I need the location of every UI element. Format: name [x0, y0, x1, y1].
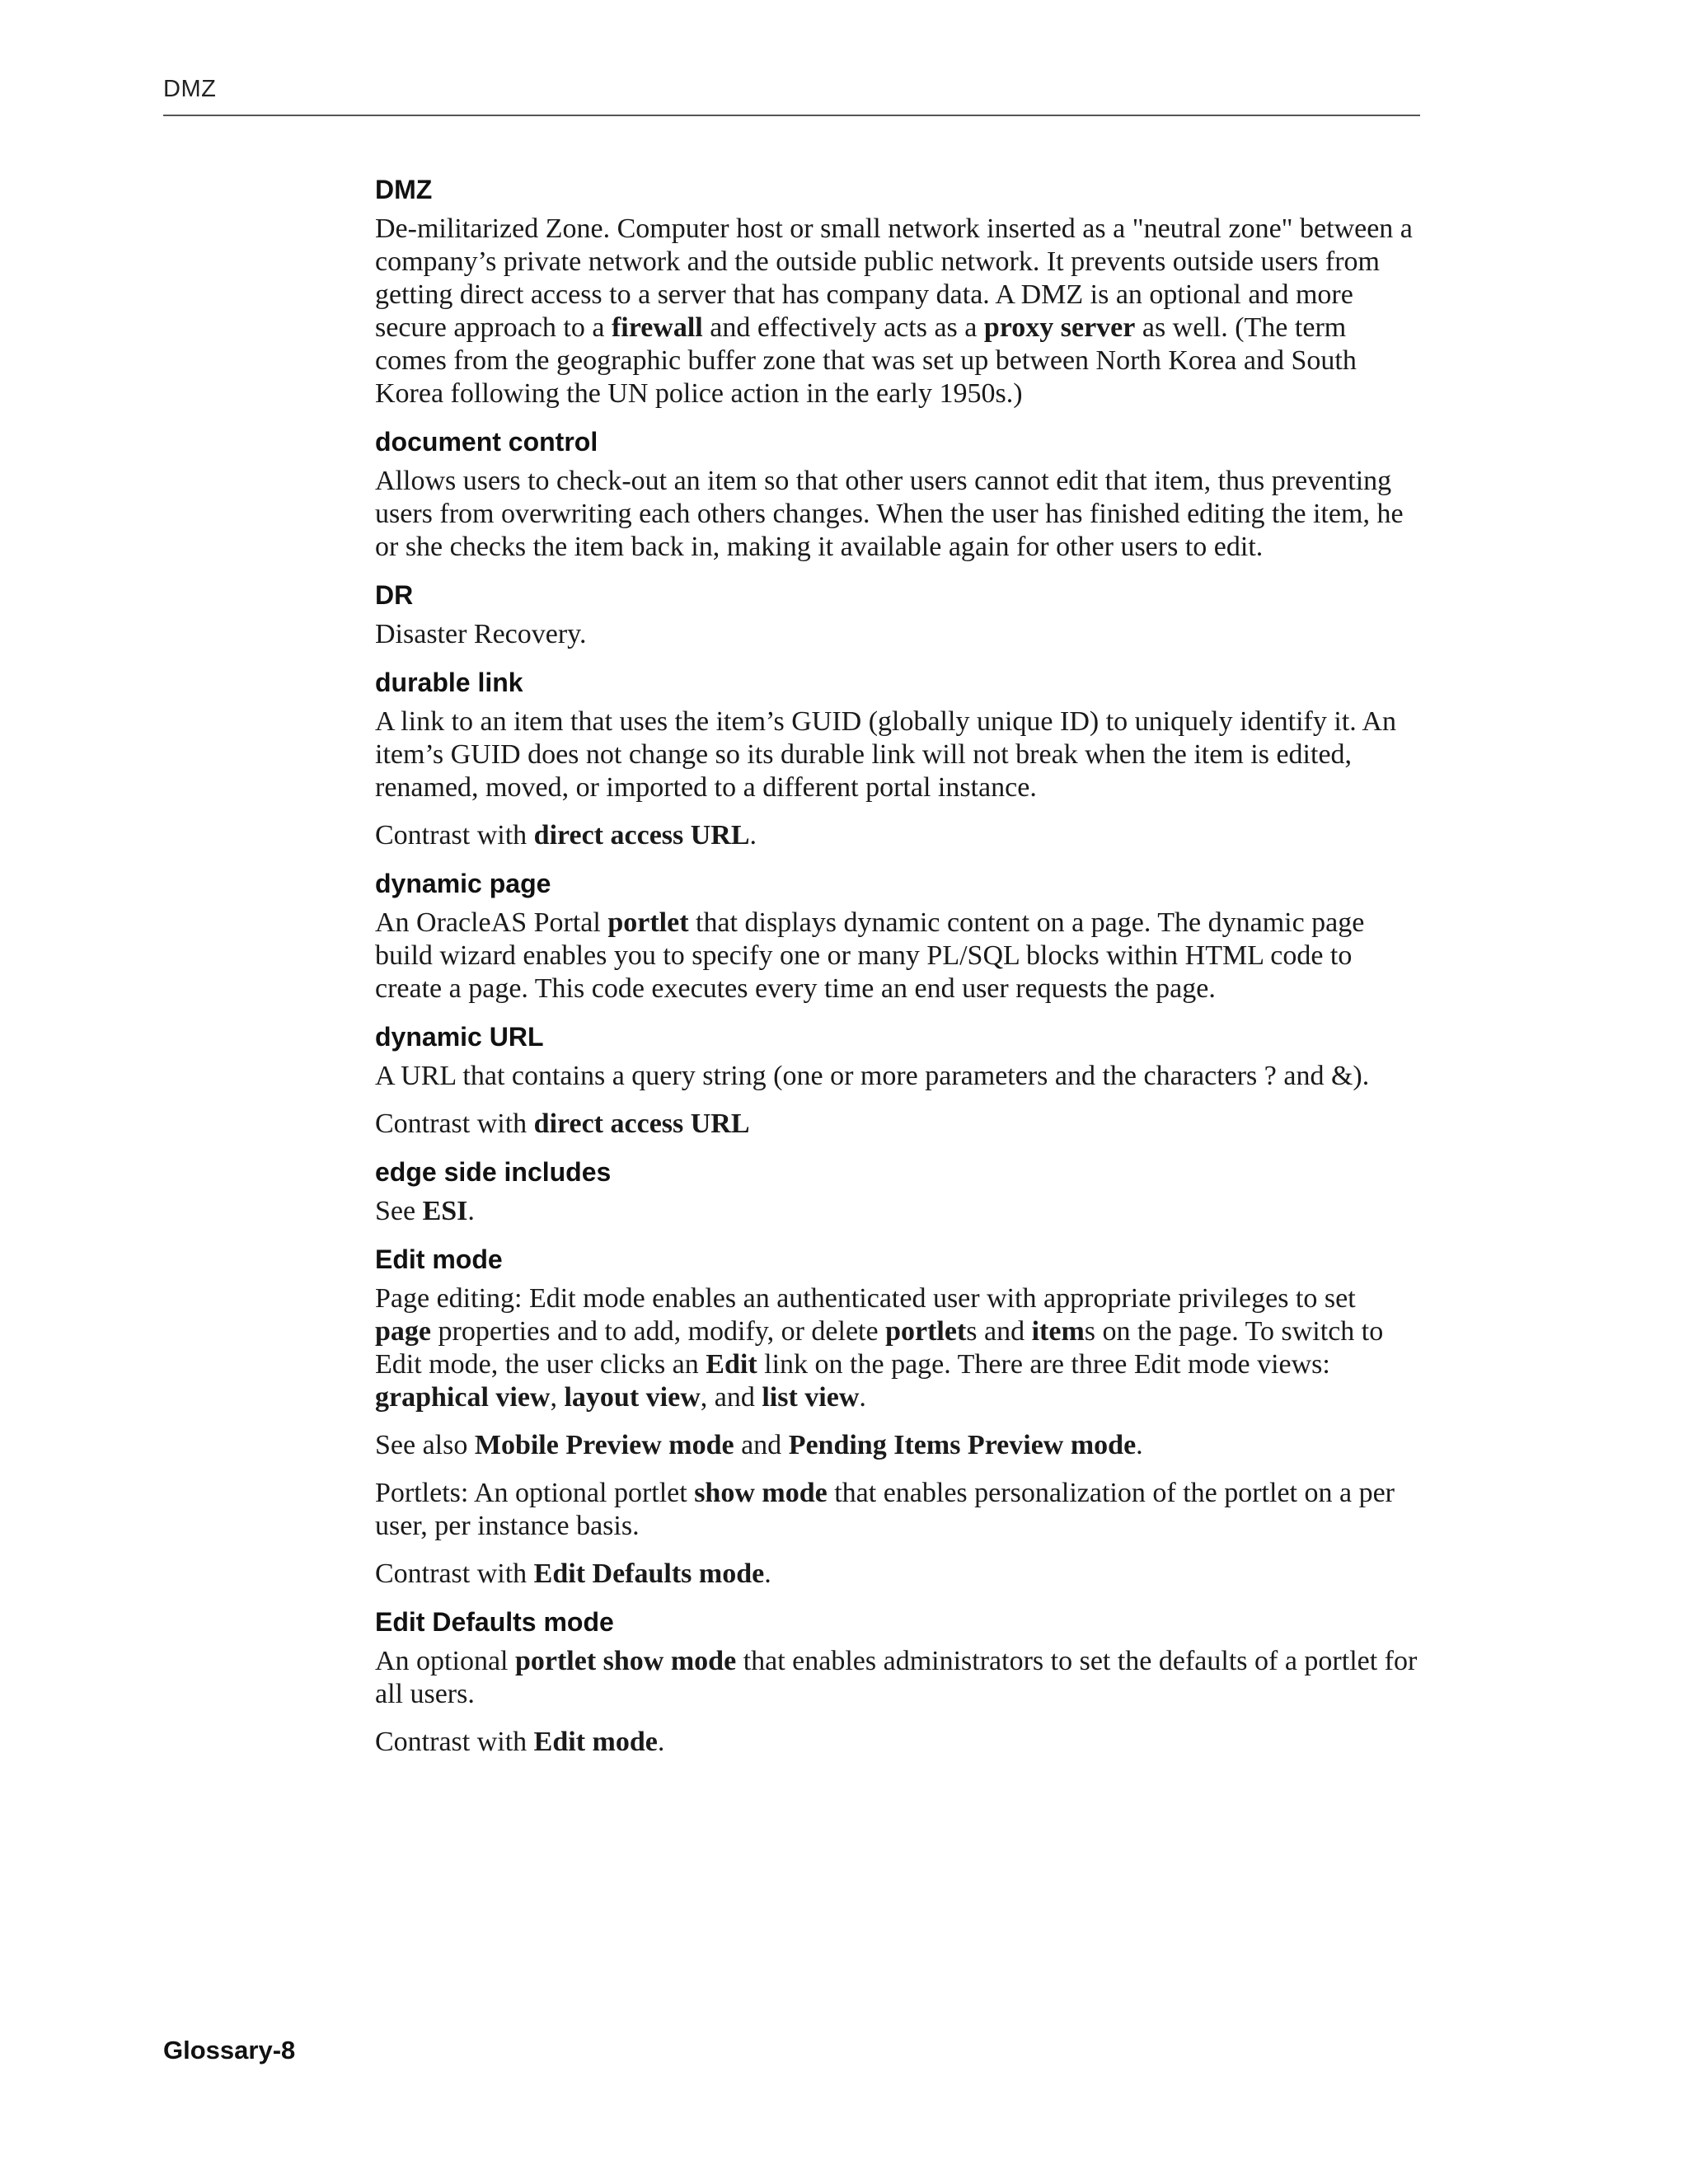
glossary-definition	[375, 1477, 1418, 1543]
definition-text: that enables personalization of the portlet on a per user, per instance basis.	[375, 1478, 1395, 1541]
cross-reference-term: Edit	[706, 1349, 757, 1380]
glossary-term: Edit mode	[375, 1244, 503, 1274]
glossary-definition	[375, 465, 1418, 564]
definition-text: See	[375, 1196, 423, 1226]
definition-text: .	[749, 820, 757, 851]
cross-reference-term: portlet	[607, 907, 689, 938]
glossary-entry	[375, 1605, 1418, 1759]
cross-reference-term: list view	[762, 1382, 860, 1413]
glossary-definition	[375, 213, 1418, 410]
cross-reference-term: item	[1031, 1316, 1085, 1347]
definition-text: .	[859, 1382, 866, 1413]
glossary-entry	[375, 1243, 1418, 1591]
glossary-definition	[375, 1558, 1418, 1591]
definition-text: and effectively acts as a	[702, 312, 984, 343]
definition-text: Contrast with	[375, 820, 534, 851]
cross-reference-term: direct access URL	[533, 1108, 750, 1139]
glossary-entry	[375, 579, 1418, 651]
glossary-definition	[375, 1060, 1418, 1093]
definition-text: Disaster Recovery.	[375, 619, 587, 649]
glossary-entries	[375, 173, 1418, 1774]
definition-text: as well. (The term comes from the geographic buffer zone that was set up between North Korea and South Korea following the UN police action in the early 1950s.)	[375, 312, 1357, 409]
definition-text: Contrast with	[375, 1108, 534, 1139]
page-number-footer: Glossary-8	[163, 2036, 296, 2064]
definition-text: ,	[550, 1382, 565, 1413]
definition-text: .	[657, 1727, 665, 1757]
glossary-entry	[375, 1155, 1418, 1228]
glossary-term: dynamic URL	[375, 1022, 544, 1052]
glossary-definition	[375, 1195, 1418, 1228]
definition-text: Page editing: Edit mode enables an authenticated user with appropriate privileges to set	[375, 1283, 1356, 1314]
glossary-definition	[375, 1429, 1418, 1462]
cross-reference-term: Edit Defaults mode	[533, 1558, 765, 1589]
definition-text: .	[1136, 1430, 1143, 1460]
definition-text: Contrast with	[375, 1558, 534, 1589]
glossary-term: Edit Defaults mode	[375, 1607, 614, 1637]
definition-text: An OracleAS Portal	[375, 907, 608, 938]
glossary-entry	[375, 867, 1418, 1005]
cross-reference-term: layout view	[564, 1382, 701, 1413]
cross-reference-term: show mode	[694, 1478, 828, 1508]
glossary-definition	[375, 1282, 1418, 1414]
definition-text: An optional	[375, 1646, 515, 1676]
glossary-entry	[375, 666, 1418, 852]
glossary-term: document control	[375, 427, 598, 457]
running-header-title: DMZ	[163, 76, 217, 102]
glossary-definition	[375, 705, 1418, 804]
glossary-term: durable link	[375, 668, 523, 697]
cross-reference-term: portlet	[885, 1316, 967, 1347]
cross-reference-term: direct access URL	[533, 820, 750, 851]
glossary-term: dynamic page	[375, 869, 551, 898]
definition-text: and	[734, 1430, 789, 1460]
cross-reference-term: page	[375, 1316, 431, 1347]
cross-reference-term: firewall	[611, 312, 703, 343]
definition-text: Contrast with	[375, 1727, 534, 1757]
definition-text: See also	[375, 1430, 475, 1460]
definition-text: Portlets: An optional portlet	[375, 1478, 695, 1508]
definition-text: link on the page. There are three Edit mode views:	[757, 1349, 1330, 1380]
glossary-term: DR	[375, 580, 414, 610]
glossary-term: edge side includes	[375, 1157, 612, 1187]
definition-text: .	[467, 1196, 475, 1226]
definition-text: Allows users to check-out an item so that other users cannot edit that item, thus preventing users from overwriting each others changes. When the user has finished editing the item, he or she checks the item back in, making it available again for other users to edit.	[375, 466, 1404, 562]
glossary-definition	[375, 1726, 1418, 1759]
glossary-definition	[375, 819, 1418, 852]
cross-reference-term: proxy server	[983, 312, 1136, 343]
definition-text: A URL that contains a query string (one or more parameters and the characters ? and &).	[375, 1061, 1370, 1091]
cross-reference-term: graphical view	[375, 1382, 551, 1413]
definition-text: s on the page. To switch to Edit mode, the user clicks an	[375, 1316, 1384, 1380]
cross-reference-term: portlet show mode	[514, 1646, 737, 1676]
definition-text: that enables administrators to set the defaults of a portlet for all users.	[375, 1646, 1418, 1709]
definition-text: De-militarized Zone. Computer host or small network inserted as a "neutral zone" between a company’s private network and the outside public network. It prevents outside users from getting direct access to a server that has company data. A DMZ is an optional and more secure approach to a	[375, 213, 1413, 343]
glossary-term: DMZ	[375, 175, 433, 204]
cross-reference-term: Mobile Preview mode	[474, 1430, 734, 1460]
definition-text: that displays dynamic content on a page. The dynamic page build wizard enables you to specify one or many PL/SQL blocks within HTML code to create a page. This code executes every time an end user requests the page.	[375, 907, 1365, 1004]
cross-reference-term: Pending Items Preview mode	[788, 1430, 1137, 1460]
glossary-definition	[375, 618, 1418, 651]
definition-text: s and	[966, 1316, 1032, 1347]
definition-text: .	[764, 1558, 771, 1589]
glossary-entry	[375, 425, 1418, 564]
definition-text: , and	[700, 1382, 762, 1413]
glossary-entry	[375, 173, 1418, 410]
cross-reference-term: ESI	[422, 1196, 468, 1226]
glossary-entry	[375, 1020, 1418, 1141]
definition-text: properties and to add, modify, or delete	[431, 1316, 886, 1347]
glossary-definition	[375, 1645, 1418, 1711]
header-divider	[163, 115, 1420, 116]
definition-text: A link to an item that uses the item’s GUID (globally unique ID) to uniquely identify it. An item’s GUID does not change so its durable link will not break when the item is edited, renamed, moved, or imported to a different portal instance.	[375, 706, 1396, 803]
cross-reference-term: Edit mode	[533, 1727, 658, 1757]
glossary-definition	[375, 907, 1418, 1005]
glossary-definition	[375, 1108, 1418, 1141]
